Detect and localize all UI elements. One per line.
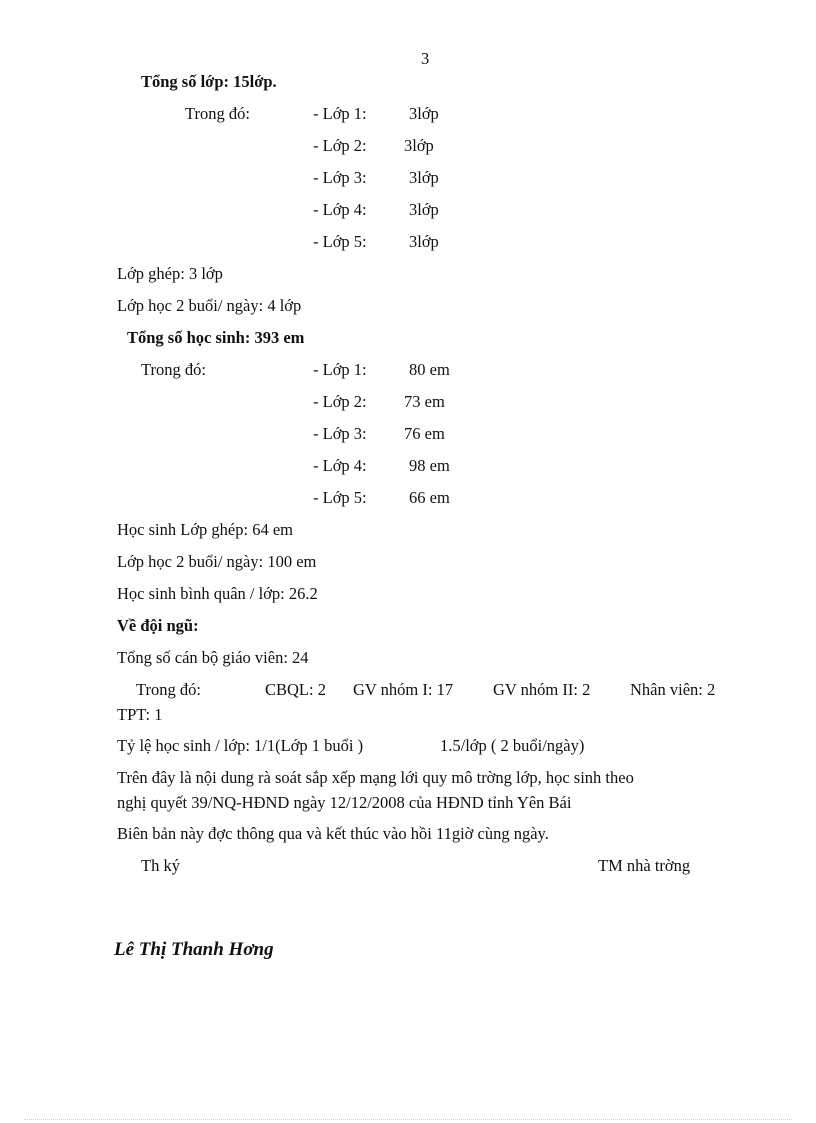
student-value: 80 em — [409, 360, 450, 379]
class-value: 3lớp — [409, 200, 439, 219]
class-label: - Lớp 5: — [313, 232, 367, 251]
conclusion-line-3: Biên bản này đợc thông qua và kết thúc vào hồi 11giờ cùng ngày. — [117, 824, 549, 843]
class-label: - Lớp 3: — [313, 168, 367, 187]
students-intro: Trong đó: — [141, 360, 206, 379]
secretary-label: Th ký — [141, 856, 180, 875]
staff-tpt: TPT: 1 — [117, 705, 163, 724]
student-label: - Lớp 3: — [313, 424, 367, 443]
student-label: - Lớp 2: — [313, 392, 367, 411]
class-value: 3lớp — [409, 232, 439, 251]
average-students: Học sinh bình quân / lớp: 26.2 — [117, 584, 318, 603]
conclusion-line-1: Trên đây là nội dung rà soát sắp xếp mạng lới quy mô trờng lớp, học sinh theo — [117, 768, 634, 787]
staff-nhanvien: Nhân viên: 2 — [630, 680, 716, 699]
student-value: 73 em — [404, 392, 445, 411]
student-label: - Lớp 4: — [313, 456, 367, 475]
student-label: - Lớp 5: — [313, 488, 367, 507]
page-number: 3 — [421, 49, 430, 68]
staff-heading: Về đội ngũ: — [117, 616, 199, 635]
class-value: 3lớp — [409, 168, 439, 187]
two-session-classes: Lớp học 2 buổi/ ngày: 4 lớp — [117, 296, 302, 315]
students-heading: Tổng số học sinh: 393 em — [127, 328, 305, 347]
staff-cbql: CBQL: 2 — [265, 680, 326, 699]
combined-classes: Lớp ghép: 3 lớp — [117, 264, 223, 283]
student-label: - Lớp 1: — [313, 360, 367, 379]
student-value: 98 em — [409, 456, 450, 475]
secretary-name: Lê Thị Thanh Hơng — [114, 939, 274, 960]
principal-label: TM nhà trờng — [598, 856, 691, 875]
footer-divider — [24, 1119, 792, 1120]
staff-gv1: GV nhóm I: 17 — [353, 680, 454, 699]
staff-total: Tổng số cán bộ giáo viên: 24 — [117, 648, 309, 667]
classes-heading: Tổng số lớp: 15lớp. — [141, 72, 277, 91]
conclusion-line-2: nghị quyết 39/NQ-HĐND ngày 12/12/2008 của HĐND tỉnh Yên Bái — [117, 793, 572, 812]
staff-gv2: GV nhóm II: 2 — [493, 680, 591, 699]
staff-intro: Trong đó: — [136, 680, 201, 699]
student-value: 66 em — [409, 488, 450, 507]
class-value: 3lớp — [409, 104, 439, 123]
class-label: - Lớp 4: — [313, 200, 367, 219]
ratio-part2: 1.5/lớp ( 2 buổi/ngày) — [440, 736, 585, 755]
class-label: - Lớp 1: — [313, 104, 367, 123]
class-label: - Lớp 2: — [313, 136, 367, 155]
class-value: 3lớp — [404, 136, 434, 155]
student-value: 76 em — [404, 424, 445, 443]
combined-students: Học sinh Lớp ghép: 64 em — [117, 520, 293, 539]
two-session-students: Lớp học 2 buổi/ ngày: 100 em — [117, 552, 317, 571]
classes-intro: Trong đó: — [185, 104, 250, 123]
ratio-part1: Tỷ lệ học sinh / lớp: 1/1(Lớp 1 buổi ) — [117, 736, 364, 755]
